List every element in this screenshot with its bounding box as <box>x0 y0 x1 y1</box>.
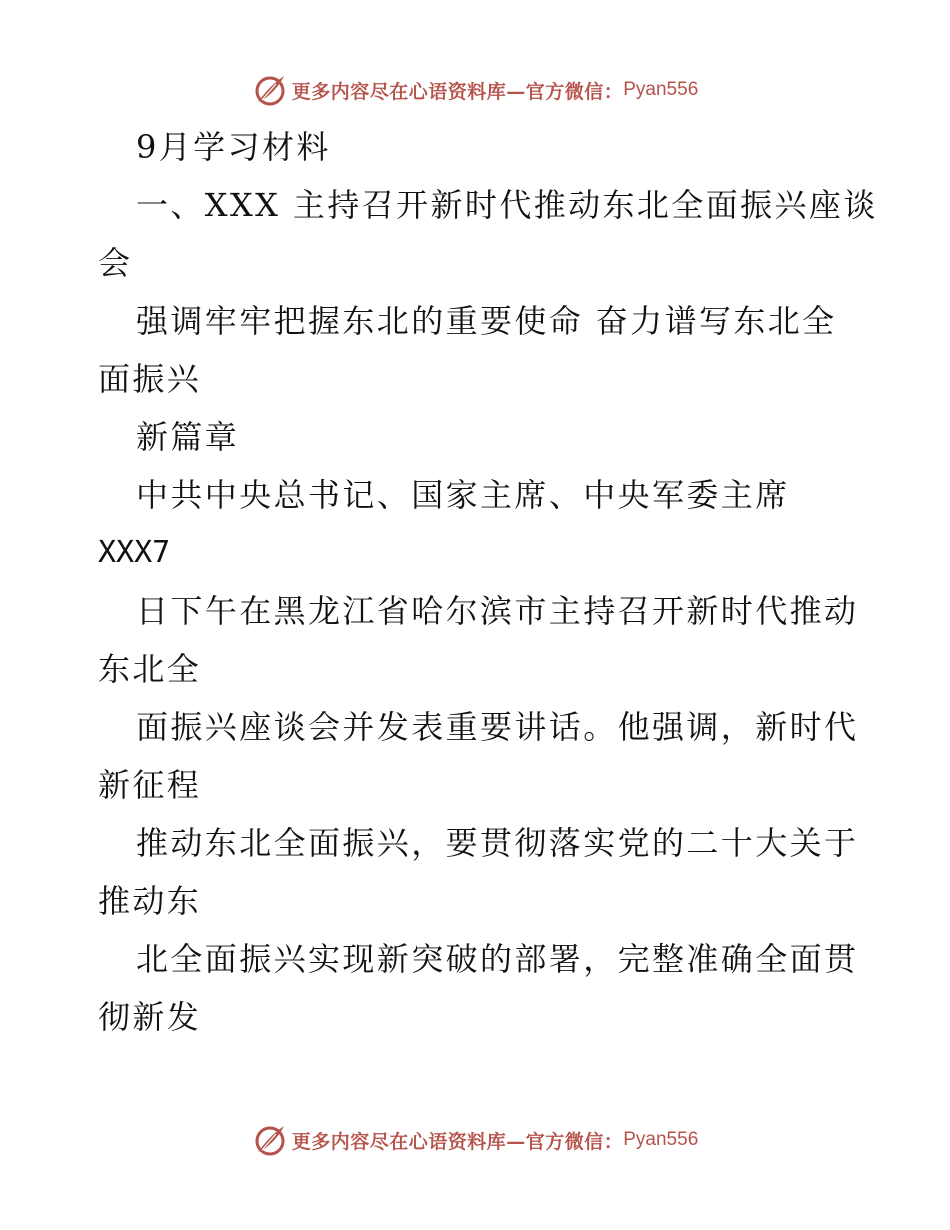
paragraph-line: 中共中央总书记、国家主席、中央军委主席 <box>136 476 790 514</box>
document-title: 9月学习材料 <box>136 128 331 166</box>
quill-logo-icon <box>252 1122 288 1158</box>
banner-wechat-id: Pyan556 <box>623 1129 699 1150</box>
paragraph-line: 面振兴 <box>98 360 202 398</box>
paragraph-line: 东北全 <box>98 650 202 688</box>
paragraph-line: 彻新发 <box>98 998 202 1036</box>
footer-banner <box>0 1120 950 1160</box>
header-banner <box>0 70 950 110</box>
paragraph-line: 强调牢牢把握东北的重要使命 奋力谱写东北全 <box>136 302 837 340</box>
paragraph-line: 一、XXX 主持召开新时代推动东北全面振兴座谈 <box>136 186 878 224</box>
paragraph-line: XXX7 <box>98 535 171 570</box>
paragraph-line: 新篇章 <box>136 418 240 456</box>
banner-wechat-id: Pyan556 <box>623 79 699 100</box>
paragraph-line: 会 <box>98 244 133 282</box>
paragraph-line: 面振兴座谈会并发表重要讲话。他强调，新时代 <box>136 708 859 746</box>
quill-logo-icon <box>252 72 288 108</box>
banner-site-text: 更多内容尽在心语资料库—官方微信： <box>291 1130 624 1153</box>
paragraph-line: 推动东北全面振兴，要贯彻落实党的二十大关于 <box>136 824 859 862</box>
paragraph-line: 推动东 <box>98 882 202 920</box>
document-body <box>98 118 878 1046</box>
paragraph-line: 日下午在黑龙江省哈尔滨市主持召开新时代推动 <box>136 592 859 630</box>
banner-site-text: 更多内容尽在心语资料库—官方微信： <box>291 80 624 103</box>
paragraph-line: 新征程 <box>98 766 202 804</box>
paragraph-line: 北全面振兴实现新突破的部署，完整准确全面贯 <box>136 940 859 978</box>
